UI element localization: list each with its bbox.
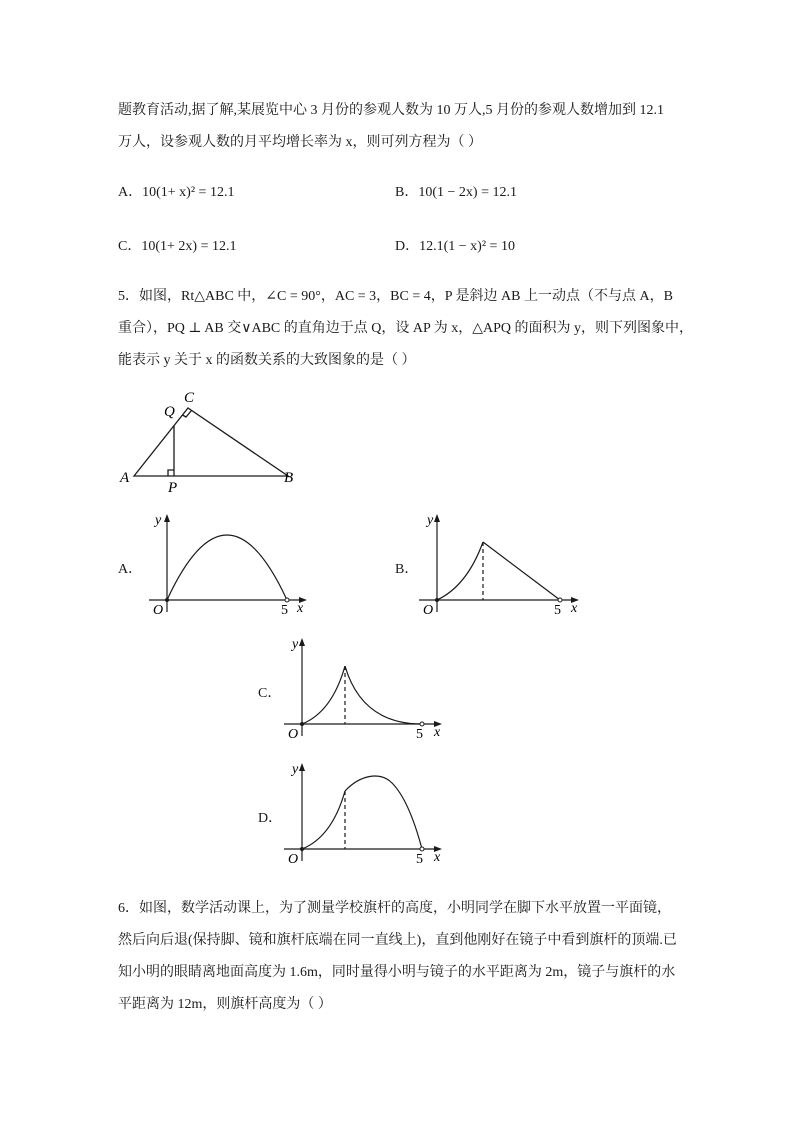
option-label: B． [395, 185, 419, 200]
curve-falling [345, 666, 422, 724]
origin-dot [300, 722, 304, 726]
y-axis-label: y [292, 762, 299, 777]
vertex-label-q: Q [164, 404, 175, 420]
y-axis-label: y [292, 637, 299, 652]
option-expression: 10(1+ x)² = 12.1 [142, 185, 235, 200]
tick-label-5: 5 [416, 852, 423, 867]
curve-rising [302, 791, 345, 849]
q6-text-line-4: 平距离为 12m，则旗杆高度为（ ） [118, 997, 332, 1012]
vertex-label-b: B [284, 470, 294, 486]
curve-falling [345, 776, 422, 849]
q4-option-c [118, 238, 236, 256]
q6-text-line-1: 6．如图，数学活动课上，为了测量学校旗杆的高度，小明同学在脚下水平放置一平面镜， [118, 901, 671, 916]
q4-text-line-1: 题教育活动,据了解,某展览中心 3 月份的参观人数为 10 万人,5 月份的参观人数增加到 12.1 [118, 103, 664, 118]
q4-option-b [395, 184, 517, 202]
graph-b [415, 508, 585, 618]
end-dot [420, 847, 424, 851]
x-axis-label: x [297, 601, 304, 616]
q6-text-line-3: 知小明的眼睛离地面高度为 1.6m，同时量得小明与镜子的水平距离为 2m，镜子与旗杆的水 [118, 965, 676, 980]
curve-rising [437, 542, 483, 600]
curve-falling [483, 542, 560, 600]
graph-a-label: A． [118, 562, 143, 577]
q4-option-d [395, 238, 515, 256]
triangle-figure [112, 386, 312, 496]
origin-dot [165, 598, 169, 602]
end-dot [558, 598, 562, 602]
graph-a [145, 508, 315, 618]
q5-text-line-1: 5．如图，Rt△ABC 中，∠C = 90°，AC = 3，BC = 4，P 是斜边 AB 上一动点（不与点 A，B [118, 289, 673, 304]
origin-label: O [288, 727, 299, 742]
option-expression: 10(1+ 2x) = 12.1 [141, 239, 237, 254]
q5-text-line-2: 重合），PQ ⊥ AB 交∨ABC 的直角边于点 Q，设 AP 为 x，△APQ 的面积为 y，则下列图象中， [118, 321, 694, 336]
y-axis-arrow [299, 638, 305, 646]
option-label: C． [118, 239, 142, 254]
right-angle-mark-p [168, 470, 174, 476]
q6-text-line-2: 然后向后退(保持脚、镜和旗杆底端在同一直线上)，直到他刚好在镜子中看到旗杆的顶端.已 [118, 933, 677, 948]
origin-dot [300, 847, 304, 851]
tick-label-5: 5 [416, 727, 423, 742]
graph-b-label: B． [395, 562, 419, 577]
y-axis-arrow [434, 514, 440, 522]
q5-text-line-3: 能表示 y 关于 x 的函数关系的大致图象的是（ ） [118, 353, 416, 368]
option-label: A． [118, 185, 143, 200]
origin-label: O [423, 603, 434, 618]
x-axis-label: x [434, 725, 441, 740]
vertex-label-p: P [168, 480, 178, 496]
tick-label-5: 5 [554, 603, 561, 618]
option-label: D． [395, 239, 420, 254]
tick-label-5: 5 [281, 603, 288, 618]
end-dot [420, 722, 424, 726]
x-axis-label: x [434, 850, 441, 865]
y-axis-arrow [299, 763, 305, 771]
y-axis-arrow [164, 514, 170, 522]
y-axis-label: y [427, 513, 434, 528]
q4-text-line-2: 万人，设参观人数的月平均增长率为 x，则可列方程为（ ） [118, 135, 482, 150]
y-axis-label: y [155, 513, 162, 528]
q4-option-a [118, 184, 234, 202]
origin-label: O [153, 603, 164, 618]
graph-d-label: D． [258, 811, 283, 826]
origin-label: O [288, 852, 299, 867]
curve-rising [302, 666, 345, 724]
graph-c-label: C． [258, 686, 282, 701]
x-axis-label: x [571, 601, 578, 616]
option-expression: 10(1 − 2x) = 12.1 [418, 185, 517, 200]
vertex-label-a: A [120, 470, 130, 486]
curve [167, 535, 287, 600]
origin-dot [435, 598, 439, 602]
end-dot [285, 598, 289, 602]
graph-d [280, 757, 450, 867]
option-expression: 12.1(1 − x)² = 10 [419, 239, 515, 254]
vertex-label-c: C [184, 390, 195, 406]
graph-c [280, 632, 450, 742]
triangle-abc [134, 408, 288, 476]
